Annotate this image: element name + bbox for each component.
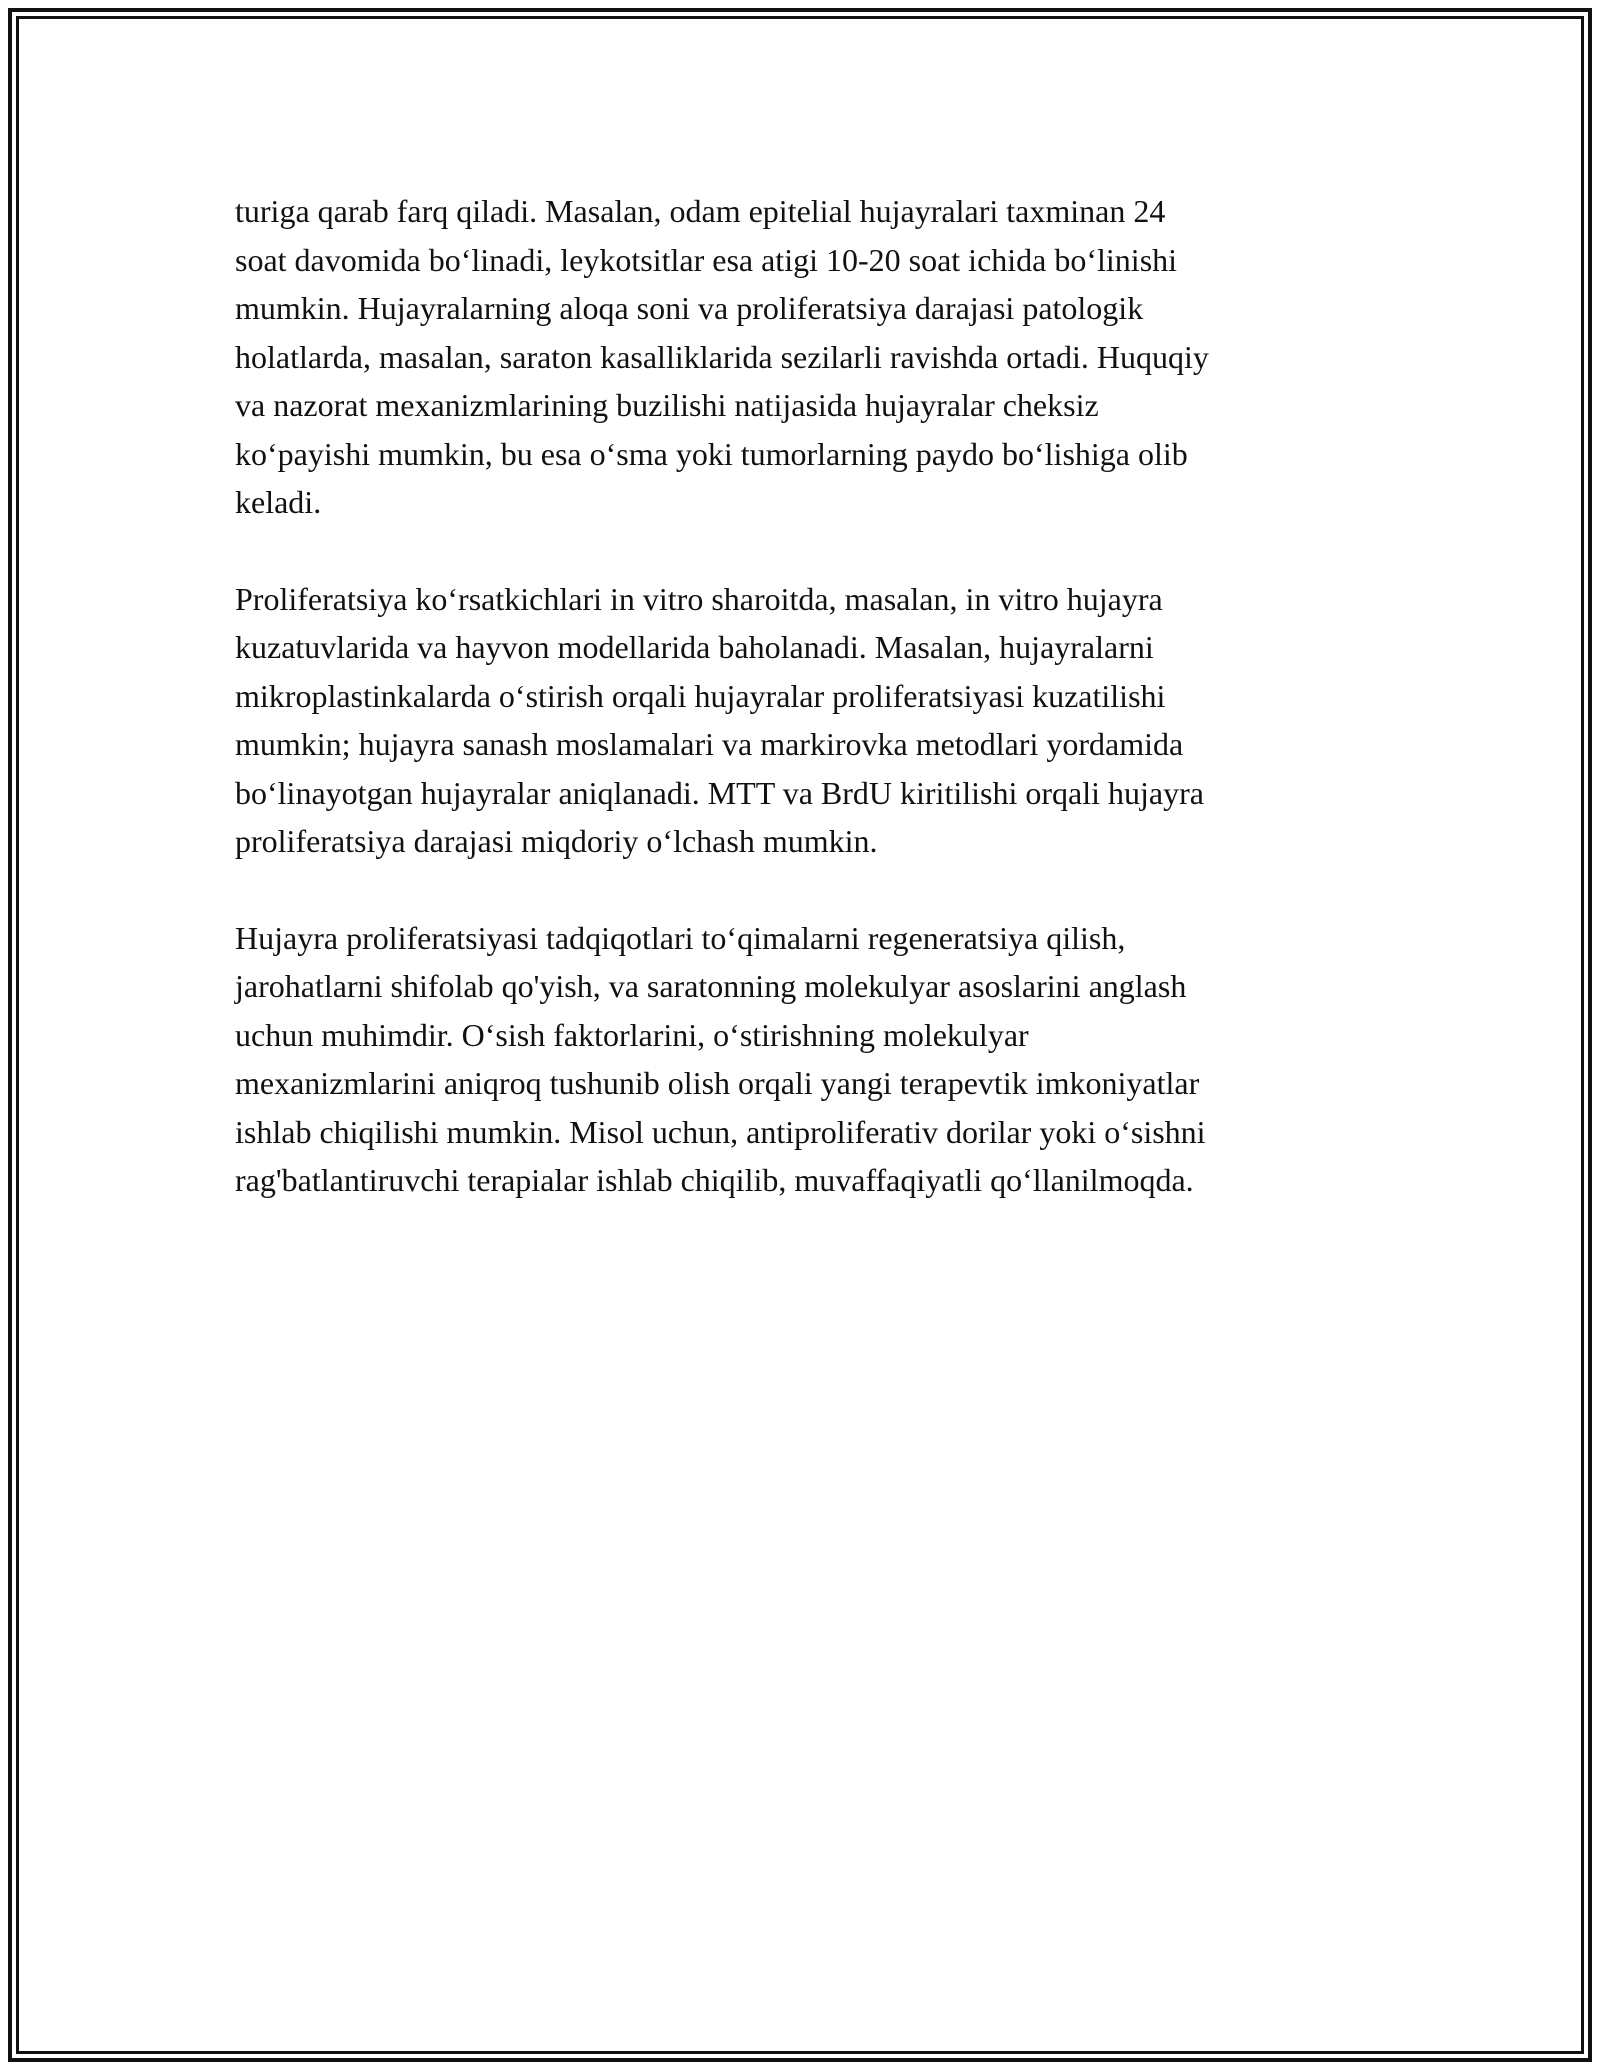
- text-line: rag'batlantiruvchi terapialar ishlab chiqilib, muvaffaqiyatli qo‘llanilmoqda.: [235, 1162, 1194, 1198]
- paragraph-3: [235, 914, 1365, 1205]
- text-line: mikroplastinkalarda o‘stirish orqali hujayralar proliferatsiyasi kuzatilishi: [235, 677, 1166, 714]
- text-line: ko‘payishi mumkin, bu esa o‘sma yoki tumorlarning paydo bo‘lishiga olib: [235, 435, 1188, 472]
- text-line: Hujayra proliferatsiyasi tadqiqotlari to‘qimalarni regeneratsiya qilish,: [235, 919, 1126, 956]
- text-line: mexanizmlarini aniqroq tushunib olish orqali yangi terapevtik imkoniyatlar: [235, 1065, 1200, 1101]
- text-line: bo‘linayotgan hujayralar aniqlanadi. MTT va BrdU kiritilishi orqali hujayra: [235, 774, 1204, 811]
- text-line: jarohatlarni shifolab qo'yish, va saratonning molekulyar asoslarini anglash: [235, 968, 1187, 1004]
- paragraph-2: [235, 575, 1365, 866]
- text-line: proliferatsiya darajasi miqdoriy o‘lchash mumkin.: [235, 823, 878, 859]
- text-line: mumkin. Hujayralarning aloqa soni va proliferatsiya darajasi patologik: [235, 290, 1144, 326]
- text-line: turiga qarab farq qiladi. Masalan, odam epitelial hujayralari taxminan 24: [235, 193, 1166, 229]
- text-line: mumkin; hujayra sanash moslamalari va markirovka metodlari yordamida: [235, 726, 1184, 762]
- text-line: ishlab chiqilishi mumkin. Misol uchun, antiproliferativ dorilar yoki o‘sishni: [235, 1113, 1206, 1150]
- text-line: soat davomida bo‘linadi, leykotsitlar esa atigi 10-20 soat ichida bo‘linishi: [235, 241, 1178, 278]
- text-line: va nazorat mexanizmlarining buzilishi natijasida hujayralar cheksiz: [235, 387, 1099, 423]
- text-line: Proliferatsiya ko‘rsatkichlari in vitro sharoitda, masalan, in vitro hujayra: [235, 580, 1163, 617]
- text-line: uchun muhimdir. O‘sish faktorlarini, o‘stirishning molekulyar: [235, 1016, 1029, 1053]
- text-line: keladi.: [235, 484, 322, 520]
- document-body: [235, 187, 1365, 1253]
- text-line: holatlarda, masalan, saraton kasalliklarida sezilarli ravishda ortadi. Huquqiy: [235, 338, 1209, 375]
- paragraph-1: [235, 187, 1365, 527]
- text-line: kuzatuvlarida va hayvon modellarida baholanadi. Masalan, hujayralarni: [235, 629, 1154, 665]
